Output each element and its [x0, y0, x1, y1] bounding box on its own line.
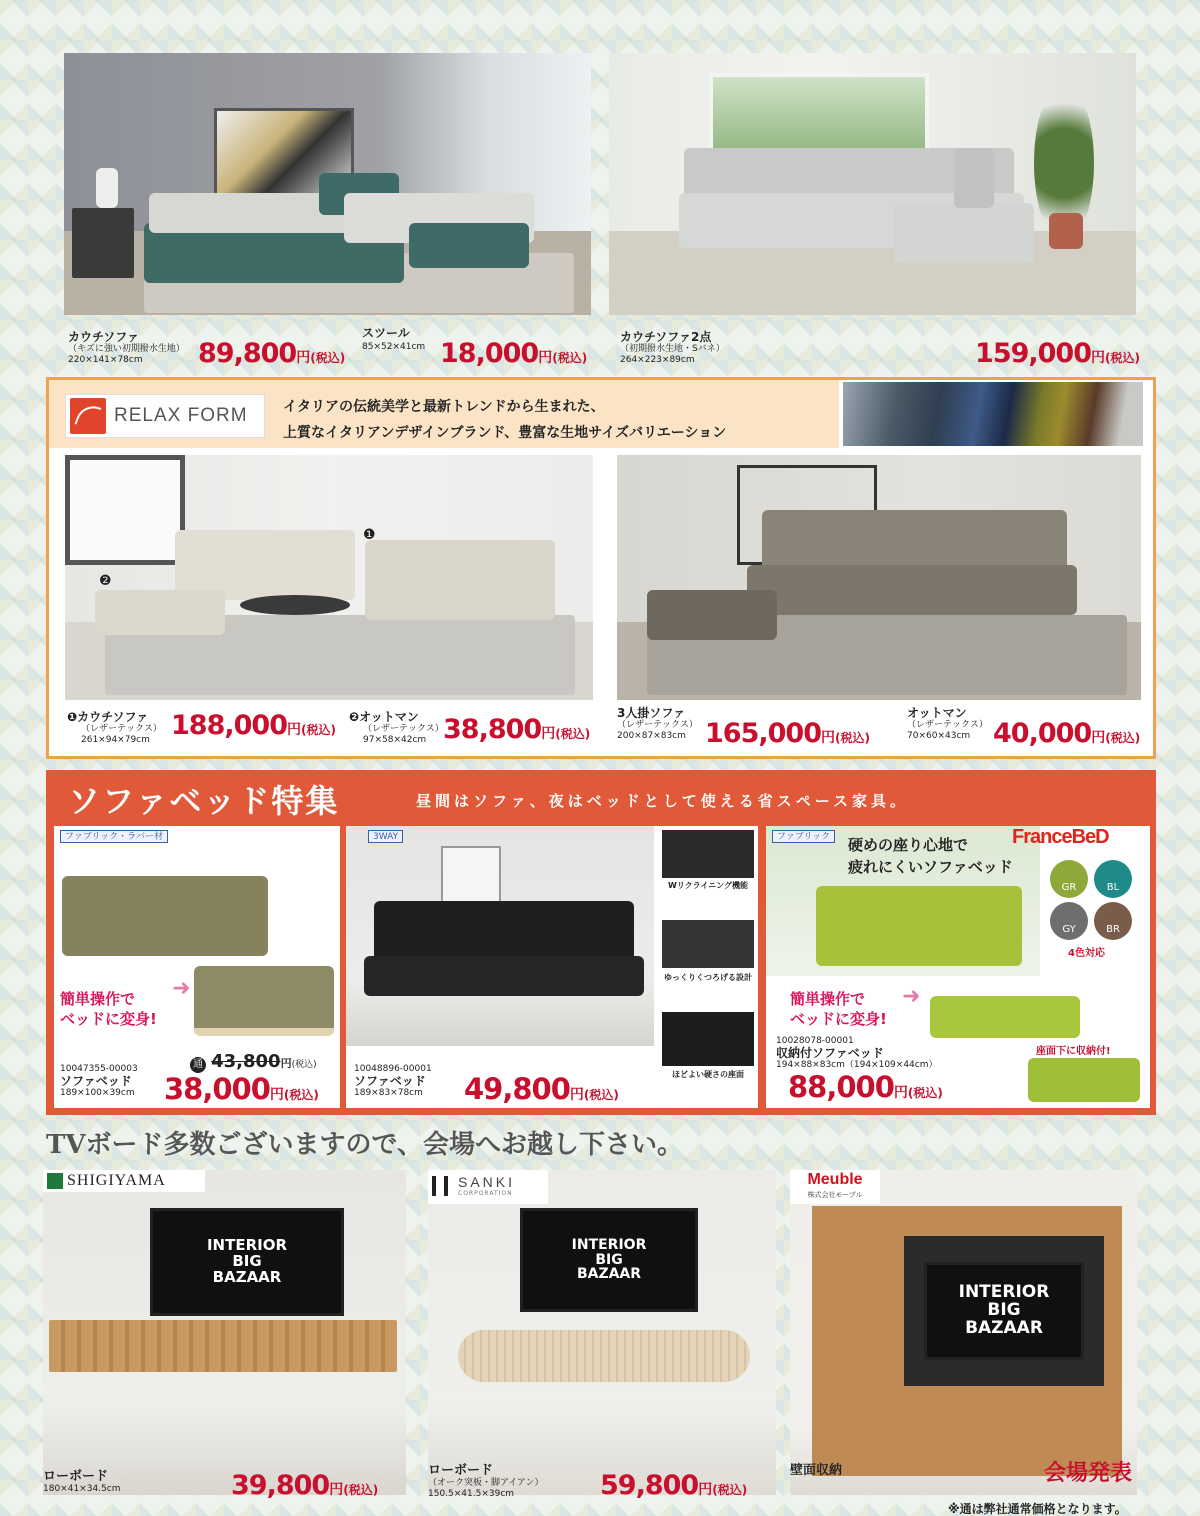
relax-item3-price: 165,000 [705, 718, 821, 749]
tvboard2-price-group [600, 1470, 747, 1501]
p2-feature-3: ほどよい硬さの座面 [672, 1070, 744, 1079]
relax-item2-price-group [443, 714, 590, 745]
top-item2-tax: (税込) [552, 351, 588, 365]
sofabed-title: ソファベッド特集 [68, 782, 340, 820]
color-swatch-br [1094, 902, 1132, 940]
p1-regular-amount: 43,800 [211, 1051, 281, 1072]
screen3-line2: BIG [987, 1300, 1021, 1321]
tvboard2-size: 150.5×41.5×39cm [428, 1489, 515, 1499]
p2-price: 49,800 [464, 1072, 570, 1106]
tag-fabric-rubber: ファブリック・ラバー材 [60, 830, 168, 843]
top-item2-size: 85×52×41cm [362, 342, 426, 352]
tvboard1-price: 39,800 [231, 1470, 330, 1501]
feature3-photo [662, 1012, 754, 1066]
p1-regular-unit: 円 [280, 1057, 292, 1070]
color-label-gy: GY [1062, 924, 1076, 935]
relax-item2-size: 97×58×42cm [363, 735, 427, 745]
screen1-line1: INTERIOR [206, 1236, 288, 1255]
relax-item4-price-group [993, 718, 1140, 749]
p2-feature-1: Wリクライニング機能 [668, 881, 748, 890]
footnote: ※通は弊社通常価格となります。 [948, 1502, 1127, 1516]
p3-name: 収納付ソファベッド [776, 1046, 884, 1060]
p1-callout-1: 簡単操作で [60, 990, 136, 1008]
top-item3-size: 264×223×89cm [620, 355, 695, 365]
tv-screen-1 [150, 1208, 344, 1316]
relax-item1-price: 188,000 [171, 710, 287, 741]
p3-code: 10028078-00001 [776, 1036, 854, 1046]
tag-3way: 3WAY [368, 830, 403, 843]
photo-wall-storage [790, 1170, 1137, 1495]
relax-item1-price-group [171, 710, 336, 741]
top-item1-price: 89,800 [198, 338, 297, 369]
screen2-line2: BIG [595, 1251, 623, 1268]
relax-form-section [46, 377, 1156, 759]
meuble-sub: 株式会社モーブル [807, 1191, 863, 1199]
screen3-line3: BAZAAR [965, 1317, 1043, 1338]
p3-price-group [788, 1070, 943, 1104]
feature2-photo [662, 920, 754, 968]
p1-price-group [164, 1072, 319, 1106]
top-item3-name: カウチソファ2点 [620, 330, 712, 344]
lime-bed [930, 996, 1080, 1038]
tvboard2-unit: 円 [698, 1482, 713, 1498]
relax-tagline-1: イタリアの伝統美学と最新トレンドから生まれた、 [283, 399, 605, 415]
tvboard1-tax: (税込) [343, 1483, 379, 1497]
top-item1-tax: (税込) [310, 351, 346, 365]
top-item2-info [362, 326, 602, 368]
color-swatch-gr [1050, 860, 1088, 898]
relax-item2-price: 38,800 [443, 714, 542, 745]
relax-item2-info [349, 710, 599, 746]
storage-note: 座面下に収納付! [1036, 1046, 1111, 1057]
p1-name: ソファベッド [60, 1074, 132, 1088]
screen3-line1: INTERIOR [958, 1282, 1050, 1303]
tvboard1-size: 180×41×34.5cm [43, 1484, 121, 1494]
tvboard1-text-block [43, 1469, 408, 1501]
p1-callout-2: ベッドに変身! [60, 1010, 157, 1028]
tvboard3-text-block [790, 1461, 1140, 1486]
francebed-logo: FranceBeD [1012, 826, 1109, 848]
top-item1-name: カウチソファ [68, 330, 140, 344]
tv-heading: TVボード多数ございますので、会場へお越し下さい。 [46, 1130, 684, 1160]
marker-1: ❶ [363, 527, 376, 543]
tvboard3-price-label: 会場発表 [1044, 1461, 1133, 1486]
relax-brand-logo [65, 394, 265, 438]
photo-black-sofabed [346, 826, 654, 1046]
tvboard-1-body [49, 1320, 397, 1372]
relax-item4-price: 40,000 [993, 718, 1092, 749]
sofa-green-bed [194, 966, 334, 1036]
relax-item3-info [617, 706, 907, 749]
relax-item3-sub: （レザーテックス） [617, 720, 698, 730]
photo-couch-sofa-2pc [609, 53, 1136, 315]
relax-item3-tax: (税込) [834, 731, 870, 745]
lime-storage [1028, 1058, 1140, 1102]
p3-tax: (税込) [907, 1086, 943, 1100]
photo-couch-sofa-room [64, 53, 591, 315]
top-item2-name: スツール [362, 326, 410, 340]
top-item1-info [68, 330, 368, 370]
tv-screen-2 [520, 1208, 698, 1312]
relax-item4-info [907, 706, 1147, 749]
tvboard3-name: 壁面収納 [790, 1463, 843, 1478]
screen1-line2: BIG [232, 1252, 262, 1271]
relax-item3-price-group [705, 718, 870, 749]
tvboard2-sub: （オーク突板・脚アイアン） [428, 1478, 544, 1488]
p2-price-group [464, 1072, 619, 1106]
screen1-line3: BAZAAR [212, 1267, 282, 1286]
tvboard2-name: ローボード [428, 1463, 494, 1478]
relax-item1-tax: (税込) [300, 723, 336, 737]
marker-2: ❷ [99, 573, 112, 589]
p1-code: 10047355-00003 [60, 1064, 138, 1074]
relax-item2-name: ❷オットマン [349, 710, 419, 724]
fabric-swatches [843, 382, 1143, 446]
p2-tax: (税込) [583, 1088, 619, 1102]
relax-item4-tax: (税込) [1105, 731, 1141, 745]
shigiyama-logo [43, 1170, 205, 1192]
sofabed-panel-2 [346, 826, 758, 1108]
meuble-name: Meuble [807, 1171, 863, 1188]
tag-fabric: ファブリック [772, 830, 835, 843]
p3-callout-2: ベッドに変身! [790, 1010, 887, 1028]
top-item3-info [620, 330, 1140, 370]
screen2-line1: INTERIOR [571, 1236, 647, 1253]
top-item1-unit: 円 [296, 350, 311, 366]
sanki-mark-icon [432, 1176, 448, 1196]
shigiyama-name: SHIGIYAMA [67, 1172, 166, 1189]
p1-price: 38,000 [164, 1072, 270, 1106]
shigiyama-mark-icon [47, 1173, 63, 1189]
top-item3-unit: 円 [1091, 350, 1106, 366]
sanki-logo [428, 1170, 548, 1204]
regular-price-mark: 通 [190, 1057, 206, 1073]
relax-item3-size: 200×87×83cm [617, 731, 686, 741]
p1-regular-tax: (税込) [291, 1060, 317, 1070]
relax-item4-name: オットマン [907, 706, 967, 720]
sanki-name: SANKI [458, 1174, 516, 1190]
relax-brand-name: RELAX FORM [114, 405, 248, 426]
sofa-green-fabric [62, 876, 268, 956]
sofabed-panel-1 [54, 826, 340, 1108]
feature1-photo [662, 830, 754, 878]
relax-item3-name: 3人掛ソファ [617, 706, 686, 720]
p2-unit: 円 [569, 1087, 584, 1103]
p3-size: 194×88×83cm（194×109×44cm） [776, 1060, 938, 1070]
color-label-gr: GR [1061, 882, 1077, 893]
sofabed-subtitle: 昼間はソファ、夜はベッドとして使える省スペース家具。 [416, 792, 909, 810]
p2-code: 10048896-00001 [354, 1064, 432, 1074]
sofa-lime [816, 886, 1022, 966]
photo-tvboard-2 [428, 1170, 776, 1495]
color-swatch-gy [1050, 902, 1088, 940]
screen2-line3: BAZAAR [576, 1266, 642, 1283]
color-label-bl: BL [1106, 882, 1120, 893]
top-item3-price-group [975, 338, 1140, 369]
tvboard2-tax: (税込) [712, 1483, 748, 1497]
tvboard1-unit: 円 [329, 1482, 344, 1498]
p3-headline-2: 疲れにくいソファベッド [848, 858, 1013, 876]
tv-screen-3 [924, 1262, 1084, 1360]
relax-item4-sub: （レザーテックス） [907, 720, 988, 730]
sanki-sub: CORPORATION [458, 1190, 513, 1197]
relax-item1-sub: （レザーテックス） [81, 724, 162, 734]
top-item3-tax: (税込) [1105, 351, 1140, 365]
sofabed-section [46, 770, 1156, 1115]
tvboard1-price-group [231, 1470, 378, 1501]
relax-item1-name: ❶カウチソファ [67, 710, 149, 724]
photo-relax-3seat-sofa [617, 455, 1141, 700]
color-label-br: BR [1106, 924, 1120, 935]
top-item2-unit: 円 [538, 350, 553, 366]
top-item2-price-group [440, 338, 587, 369]
relax-item2-unit: 円 [541, 726, 556, 742]
top-item3-price: 159,000 [975, 338, 1092, 369]
color-swatch-bl [1094, 860, 1132, 898]
top-item2-price: 18,000 [440, 338, 539, 369]
top-item1-price-group [198, 338, 345, 369]
p2-name: ソファベッド [354, 1074, 426, 1088]
top-item1-size: 220×141×78cm [68, 355, 143, 365]
relax-item2-sub: （レザーテックス） [363, 724, 444, 734]
p3-unit: 円 [893, 1085, 908, 1101]
p1-regular-price [190, 1051, 317, 1073]
p1-tax: (税込) [283, 1088, 319, 1102]
relax-item4-size: 70×60×43cm [907, 731, 971, 741]
p3-price: 88,000 [788, 1070, 894, 1104]
top-item1-sub: （キズに強い初期撥水生地） [68, 344, 185, 354]
p2-size: 189×83×78cm [354, 1088, 423, 1098]
tvboard1-name: ローボード [43, 1469, 109, 1484]
meuble-logo [790, 1170, 880, 1204]
relax-item1-unit: 円 [286, 722, 301, 738]
relax-logo-mark-icon [70, 398, 106, 434]
tvboard2-price: 59,800 [600, 1470, 699, 1501]
sofabed-panel-3 [766, 826, 1150, 1108]
relax-item3-unit: 円 [820, 730, 835, 746]
tvboard-2-body [458, 1330, 750, 1382]
relax-item2-tax: (税込) [555, 727, 591, 741]
tvboard2-text-block [428, 1464, 778, 1500]
p3-callout-1: 簡単操作で [790, 990, 866, 1008]
relax-item1-info [67, 710, 347, 746]
p1-arrow-icon: ➜ [172, 976, 191, 1001]
p1-unit: 円 [269, 1087, 284, 1103]
relax-item1-size: 261×94×79cm [81, 735, 150, 745]
photo-relax-couch-ottoman [65, 455, 593, 700]
relax-item4-unit: 円 [1091, 730, 1106, 746]
p1-size: 189×100×39cm [60, 1088, 135, 1098]
p3-headline-1: 硬めの座り心地で [848, 836, 969, 854]
top-item3-sub: （初期撥水生地・Sバネ） [620, 344, 725, 354]
p3-arrow-icon: ➜ [902, 984, 921, 1009]
p2-feature-2: ゆっくりくつろげる設計 [664, 973, 752, 982]
relax-tagline-2: 上質なイタリアンデザインブランド、豊富な生地サイズバリエーション [283, 425, 727, 441]
colors-note: 4色対応 [1068, 948, 1105, 959]
